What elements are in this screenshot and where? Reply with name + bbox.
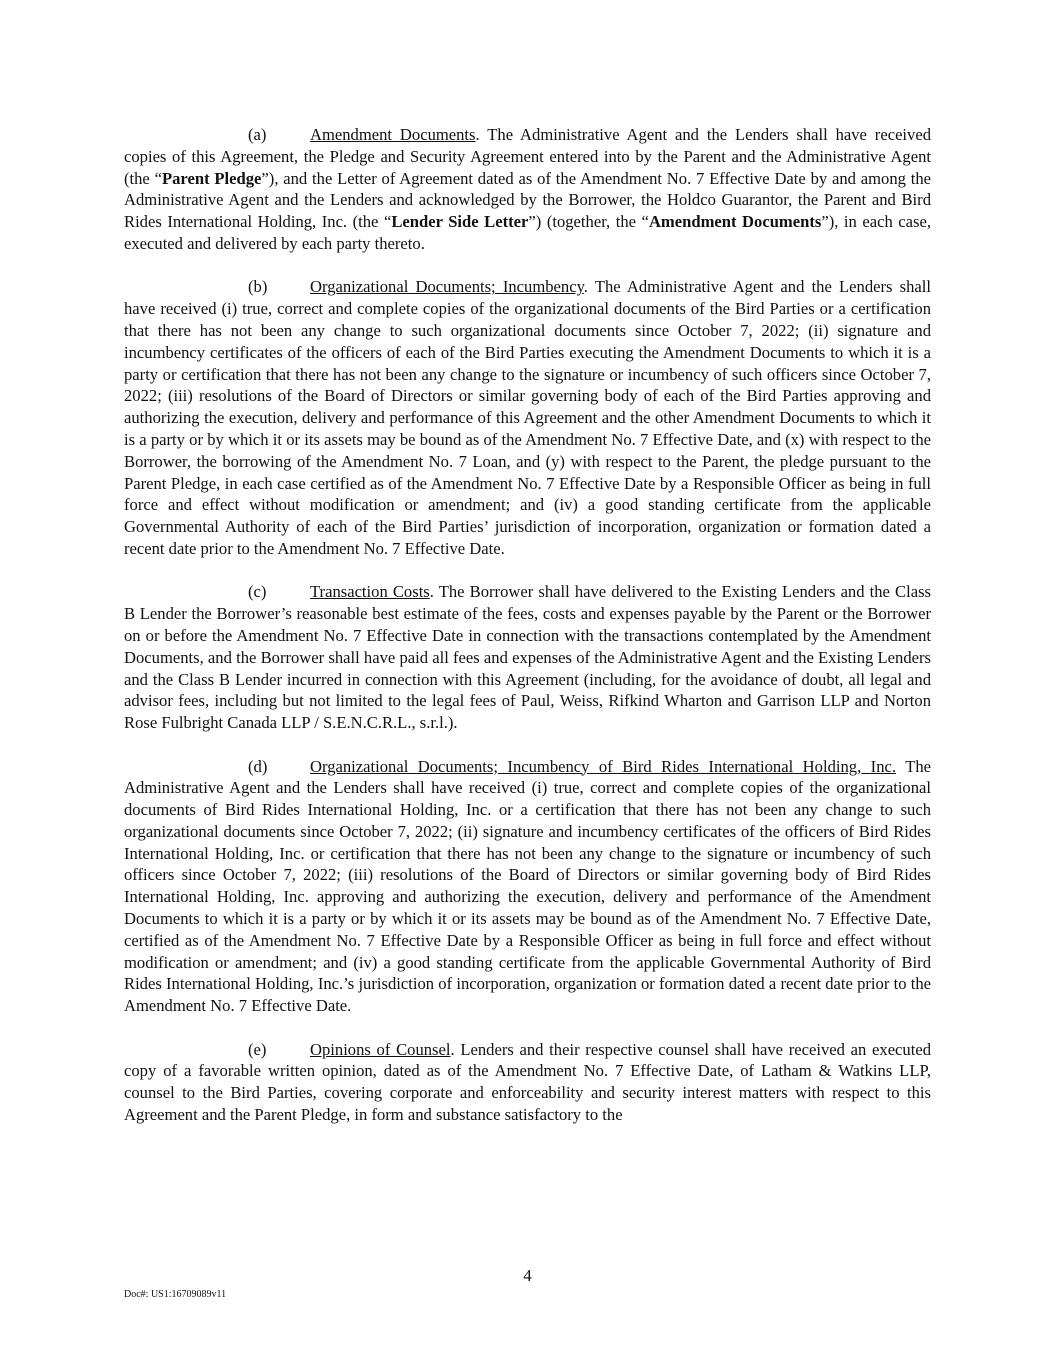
section-heading: Transaction Costs [310,582,430,602]
paragraph-text: ”) (together, the “ [528,212,649,232]
section-label: (a) [248,125,267,144]
paragraph-text: . The Administrative Agent and the Lenders shall have received copies of this Agreement, the Pledge and Security Agreement entered into by the Parent and the Administrative Agent (the “ [124,125,932,188]
paragraph-c [124,581,931,734]
section-label: (b) [248,277,268,297]
page-number: 4 [523,1266,532,1285]
section-label: (e) [248,1039,267,1059]
section-heading: Organizational Documents; Incumbency [310,277,584,297]
section-label: (c) [248,582,267,602]
paragraph-d [124,756,931,1018]
paragraph-a [124,124,931,255]
section-heading: Opinions of Counsel [310,1039,451,1059]
defined-term: Parent Pledge [161,168,262,188]
document-body [124,124,931,1147]
defined-term: Lender Side Letter [391,212,529,232]
paragraph-text: . Lenders and their respective counsel shall have received an executed copy of a favorable written opinion, dated as of the Amendment No. 7 Effective Date, of Latham & Watkins LLP, counsel to the Bird Parties, covering corporate and enforceability and security interest matters with respect to this Agreement and the Parent Pledge, in form and substance satisfactory to the [124,1039,931,1125]
paragraph-text: . The Administrative Agent and the Lenders shall have received (i) true, correct and complete copies of the organizational documents of the Bird Parties or a certification that there has not been any change to such organizational documents since October 7, 2022; (ii) signature and incumbency certificates of the officers of each of the Bird Parties executing the Amendment Documents to which it is a party or certification that there has not been any change to the signature or incumbency of such officers since October 7, 2022; (iii) resolutions of the Board of Directors or similar governing body of each of the Bird Parties approving and authorizing the execution, delivery and performance of this Agreement and the other Amendment Documents to which it is a party or by which it or its assets may be bound as of the Amendment No. 7 Effective Date, and (x) with respect to the Borrower, the borrowing of the Amendment No. 7 Loan, and (y) with respect to the Parent, the pledge pursuant to the Parent Pledge, in each case certified as of the Amendment No. 7 Effective Date by a Responsible Officer as being in full force and effect without modification or amendment; and (iv) a good standing certificate from the applicable Governmental Authority of each of the Bird Parties’ jurisdiction of incorporation, organization or formation dated a recent date prior to the Amendment No. 7 Effective Date. [124,277,931,558]
section-heading: Amendment Documents [310,125,476,144]
paragraph-text: ”), in each case, executed and delivered by each party thereto. [124,212,931,253]
defined-term: Amendment Documents [648,212,822,232]
paragraph-b [124,276,931,559]
document-id: Doc#: US1:16709089v11 [124,1289,227,1300]
section-label: (d) [248,756,268,776]
paragraph-text: ”), and the Letter of Agreement dated as of the Amendment No. 7 Effective Date by and among the Administrative Agent and the Lenders and acknowledged by the Borrower, the Holdco Guarantor, the Parent and Bird Rides International Holding, Inc. (the “ [124,168,931,232]
paragraph-text: . The Borrower shall have delivered to the Existing Lenders and the Class B Lender the Borrower’s reasonable best estimate of the fees, costs and expenses payable by the Parent or the Borrower on or before the Amendment No. 7 Effective Date in connection with the transactions contemplated by the Amendment Documents, and the Borrower shall have paid all fees and expenses of the Administrative Agent and the Existing Lenders and the Class B Lender incurred in connection with this Agreement (including, for the avoidance of doubt, all legal and advisor fees, including but not limited to the legal fees of Paul, Weiss, Rifkind Wharton and Garrison LLP and Norton Rose Fulbright Canada LLP / S.E.N.C.R.L., s.r.l.). [124,582,932,733]
paragraph-e [124,1039,931,1126]
paragraph-text: The Administrative Agent and the Lenders shall have received (i) true, correct and complete copies of the organizational documents of Bird Rides International Holding, Inc. or a certification that there has not been any change to such organizational documents since October 7, 2022; (ii) signature and incumbency certificates of the officers of Bird Rides International Holding, Inc. or certification that there has not been any change to the signature or incumbency of such officers since October 7, 2022; (iii) resolutions of the Board of Directors or similar governing body of Bird Rides International Holding, Inc. approving and authorizing the execution, delivery and performance of the Amendment Documents to which it is a party or by which it or its assets may be bound as of the Amendment No. 7 Effective Date, certified as of the Amendment No. 7 Effective Date by a Responsible Officer as being in full force and effect without modification or amendment; and (iv) a good standing certificate from the applicable Governmental Authority of Bird Rides International Holding, Inc.’s jurisdiction of incorporation, organization or formation dated a recent date prior to the Amendment No. 7 Effective Date. [124,756,931,1016]
section-heading: Organizational Documents; Incumbency of Bird Rides International Holding, Inc. [310,756,897,776]
